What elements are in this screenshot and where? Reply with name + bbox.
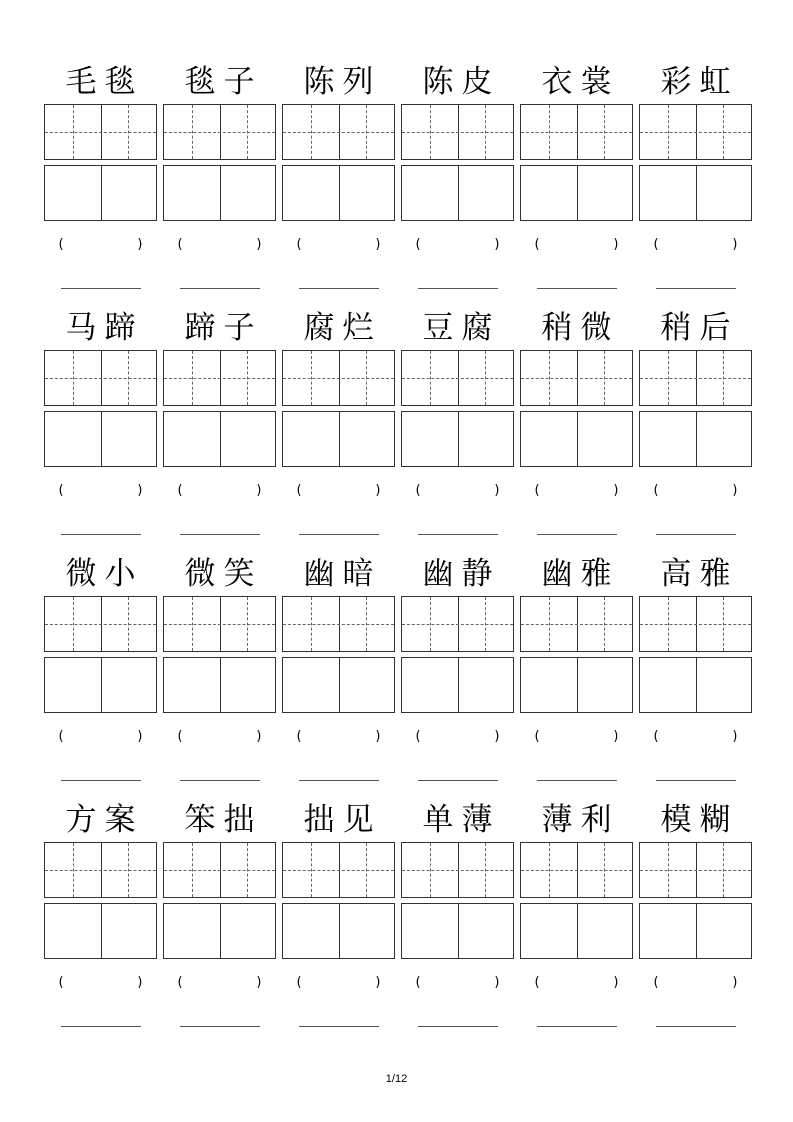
grid-line <box>402 378 513 379</box>
vocabulary-word: 方案 <box>65 802 144 838</box>
paren-close: ) <box>375 237 381 252</box>
answer-line[interactable] <box>180 534 260 535</box>
grid-line <box>521 378 632 379</box>
writing-grid-plain[interactable] <box>282 903 395 959</box>
writing-grid-plain[interactable] <box>401 903 514 959</box>
paren-open: ( <box>534 483 540 498</box>
word-cell <box>43 60 158 289</box>
paren-close: ) <box>137 237 143 252</box>
grid-line <box>640 624 751 625</box>
writing-grid-guided[interactable] <box>44 104 157 160</box>
answer-line[interactable] <box>180 780 260 781</box>
word-cell <box>162 306 277 535</box>
pinyin-parentheses[interactable] <box>297 975 381 993</box>
answer-line[interactable] <box>537 780 617 781</box>
answer-line[interactable] <box>299 780 379 781</box>
writing-grid-guided[interactable] <box>520 104 633 160</box>
grid-line <box>339 166 340 220</box>
page-number: 1/12 <box>385 1073 408 1085</box>
writing-grid-plain[interactable] <box>520 657 633 713</box>
writing-grid-plain[interactable] <box>44 903 157 959</box>
paren-open: ( <box>296 237 302 252</box>
writing-grid-plain[interactable] <box>163 903 276 959</box>
grid-line <box>45 378 156 379</box>
answer-line[interactable] <box>656 780 736 781</box>
paren-close: ) <box>375 975 381 990</box>
paren-open: ( <box>653 483 659 498</box>
writing-grid-guided[interactable] <box>401 842 514 898</box>
answer-line[interactable] <box>61 780 141 781</box>
vocabulary-word: 稍微 <box>541 310 620 346</box>
writing-grid-plain[interactable] <box>401 411 514 467</box>
pinyin-parentheses[interactable] <box>535 729 619 747</box>
grid-line <box>458 904 459 958</box>
word-cell <box>519 60 634 289</box>
vocabulary-word: 毛毯 <box>65 64 144 100</box>
answer-line[interactable] <box>418 534 498 535</box>
pinyin-parentheses[interactable] <box>178 237 262 255</box>
grid-line <box>220 166 221 220</box>
pinyin-parentheses[interactable] <box>59 237 143 255</box>
grid-line <box>45 870 156 871</box>
writing-grid-guided[interactable] <box>401 104 514 160</box>
paren-open: ( <box>653 237 659 252</box>
writing-grid-guided[interactable] <box>282 350 395 406</box>
paren-open: ( <box>177 729 183 744</box>
writing-grid-guided[interactable] <box>282 104 395 160</box>
paren-open: ( <box>177 975 183 990</box>
answer-line[interactable] <box>180 1026 260 1027</box>
writing-grid-guided[interactable] <box>639 596 752 652</box>
vocabulary-word: 衣裳 <box>541 64 620 100</box>
vocabulary-word: 模糊 <box>660 802 739 838</box>
pinyin-parentheses[interactable] <box>178 483 262 501</box>
writing-grid-guided[interactable] <box>282 842 395 898</box>
writing-grid-plain[interactable] <box>163 411 276 467</box>
writing-grid-plain[interactable] <box>401 657 514 713</box>
pinyin-parentheses[interactable] <box>654 975 738 993</box>
pinyin-parentheses[interactable] <box>297 237 381 255</box>
answer-line[interactable] <box>299 1026 379 1027</box>
paren-open: ( <box>415 237 421 252</box>
writing-grid-plain[interactable] <box>44 657 157 713</box>
pinyin-parentheses[interactable] <box>654 237 738 255</box>
writing-grid-plain[interactable] <box>44 165 157 221</box>
word-row <box>43 798 753 1027</box>
grid-line <box>101 904 102 958</box>
writing-grid-plain[interactable] <box>520 165 633 221</box>
word-row <box>43 60 753 289</box>
paren-open: ( <box>534 975 540 990</box>
paren-open: ( <box>296 729 302 744</box>
answer-line[interactable] <box>61 534 141 535</box>
vocabulary-word: 陈列 <box>303 64 382 100</box>
paren-close: ) <box>732 237 738 252</box>
grid-line <box>101 658 102 712</box>
vocabulary-word: 幽雅 <box>541 556 620 592</box>
paren-open: ( <box>58 237 64 252</box>
paren-close: ) <box>613 483 619 498</box>
answer-line[interactable] <box>418 780 498 781</box>
grid-line <box>220 904 221 958</box>
word-cell <box>281 798 396 1027</box>
grid-line <box>283 132 394 133</box>
grid-line <box>458 166 459 220</box>
writing-grid-plain[interactable] <box>520 903 633 959</box>
grid-line <box>458 658 459 712</box>
grid-line <box>164 870 275 871</box>
writing-grid-guided[interactable] <box>639 350 752 406</box>
pinyin-parentheses[interactable] <box>654 483 738 501</box>
worksheet <box>43 60 753 1044</box>
word-cell <box>281 552 396 781</box>
vocabulary-word: 笨拙 <box>184 802 263 838</box>
writing-grid-guided[interactable] <box>163 350 276 406</box>
paren-close: ) <box>137 483 143 498</box>
word-cell <box>400 306 515 535</box>
writing-grid-guided[interactable] <box>639 842 752 898</box>
pinyin-parentheses[interactable] <box>178 729 262 747</box>
writing-grid-plain[interactable] <box>639 165 752 221</box>
grid-line <box>283 378 394 379</box>
paren-open: ( <box>177 237 183 252</box>
vocabulary-word: 腐烂 <box>303 310 382 346</box>
grid-line <box>521 624 632 625</box>
paren-open: ( <box>177 483 183 498</box>
grid-line <box>458 412 459 466</box>
paren-open: ( <box>415 729 421 744</box>
word-cell <box>43 798 158 1027</box>
writing-grid-plain[interactable] <box>639 411 752 467</box>
writing-grid-plain[interactable] <box>520 411 633 467</box>
pinyin-parentheses[interactable] <box>297 729 381 747</box>
pinyin-parentheses[interactable] <box>59 975 143 993</box>
paren-close: ) <box>494 729 500 744</box>
vocabulary-word: 毯子 <box>184 64 263 100</box>
vocabulary-word: 微笑 <box>184 556 263 592</box>
paren-open: ( <box>58 729 64 744</box>
paren-open: ( <box>58 975 64 990</box>
word-cell <box>400 60 515 289</box>
writing-grid-guided[interactable] <box>44 842 157 898</box>
paren-open: ( <box>653 729 659 744</box>
answer-line[interactable] <box>180 288 260 289</box>
word-cell <box>43 552 158 781</box>
writing-grid-plain[interactable] <box>44 411 157 467</box>
word-row-block <box>43 552 753 798</box>
writing-grid-plain[interactable] <box>639 903 752 959</box>
paren-close: ) <box>732 975 738 990</box>
paren-close: ) <box>732 483 738 498</box>
paren-open: ( <box>415 975 421 990</box>
vocabulary-word: 单薄 <box>422 802 501 838</box>
grid-line <box>402 870 513 871</box>
grid-line <box>45 132 156 133</box>
pinyin-parentheses[interactable] <box>416 729 500 747</box>
grid-line <box>45 624 156 625</box>
paren-close: ) <box>613 237 619 252</box>
writing-grid-guided[interactable] <box>163 842 276 898</box>
grid-line <box>577 166 578 220</box>
grid-line <box>696 166 697 220</box>
word-cell <box>400 552 515 781</box>
grid-line <box>339 658 340 712</box>
writing-grid-plain[interactable] <box>163 165 276 221</box>
paren-open: ( <box>296 483 302 498</box>
grid-line <box>402 624 513 625</box>
pinyin-parentheses[interactable] <box>59 729 143 747</box>
writing-grid-guided[interactable] <box>401 596 514 652</box>
grid-line <box>101 166 102 220</box>
writing-grid-guided[interactable] <box>520 596 633 652</box>
paren-open: ( <box>534 237 540 252</box>
word-row-block <box>43 306 753 552</box>
writing-grid-plain[interactable] <box>282 165 395 221</box>
answer-line[interactable] <box>299 288 379 289</box>
vocabulary-word: 微小 <box>65 556 144 592</box>
paren-close: ) <box>137 729 143 744</box>
word-cell <box>281 306 396 535</box>
grid-line <box>696 412 697 466</box>
word-row <box>43 552 753 781</box>
pinyin-parentheses[interactable] <box>297 483 381 501</box>
answer-line[interactable] <box>656 1026 736 1027</box>
word-row <box>43 306 753 535</box>
grid-line <box>402 132 513 133</box>
paren-close: ) <box>494 237 500 252</box>
pinyin-parentheses[interactable] <box>59 483 143 501</box>
grid-line <box>339 904 340 958</box>
paren-close: ) <box>613 975 619 990</box>
grid-line <box>577 658 578 712</box>
paren-close: ) <box>256 237 262 252</box>
answer-line[interactable] <box>418 288 498 289</box>
answer-line[interactable] <box>299 534 379 535</box>
pinyin-parentheses[interactable] <box>654 729 738 747</box>
grid-line <box>696 658 697 712</box>
pinyin-parentheses[interactable] <box>535 237 619 255</box>
word-cell <box>519 552 634 781</box>
writing-grid-guided[interactable] <box>44 350 157 406</box>
word-cell <box>519 306 634 535</box>
pinyin-parentheses[interactable] <box>535 975 619 993</box>
paren-close: ) <box>256 975 262 990</box>
grid-line <box>521 870 632 871</box>
word-cell <box>638 552 753 781</box>
paren-open: ( <box>653 975 659 990</box>
pinyin-parentheses[interactable] <box>535 483 619 501</box>
answer-line[interactable] <box>537 1026 617 1027</box>
paren-open: ( <box>534 729 540 744</box>
vocabulary-word: 稍后 <box>660 310 739 346</box>
writing-grid-plain[interactable] <box>282 657 395 713</box>
writing-grid-guided[interactable] <box>401 350 514 406</box>
grid-line <box>283 624 394 625</box>
grid-line <box>101 412 102 466</box>
paren-close: ) <box>137 975 143 990</box>
grid-line <box>164 378 275 379</box>
paren-close: ) <box>375 729 381 744</box>
word-cell <box>638 306 753 535</box>
grid-line <box>339 412 340 466</box>
pinyin-parentheses[interactable] <box>416 237 500 255</box>
vocabulary-word: 幽静 <box>422 556 501 592</box>
pinyin-parentheses[interactable] <box>416 483 500 501</box>
writing-grid-plain[interactable] <box>163 657 276 713</box>
answer-line[interactable] <box>656 288 736 289</box>
grid-line <box>220 658 221 712</box>
grid-line <box>640 870 751 871</box>
writing-grid-plain[interactable] <box>282 411 395 467</box>
answer-line[interactable] <box>61 1026 141 1027</box>
grid-line <box>164 132 275 133</box>
word-cell <box>162 60 277 289</box>
answer-line[interactable] <box>537 534 617 535</box>
vocabulary-word: 彩虹 <box>660 64 739 100</box>
paren-close: ) <box>732 729 738 744</box>
writing-grid-guided[interactable] <box>520 350 633 406</box>
grid-line <box>164 624 275 625</box>
writing-grid-guided[interactable] <box>520 842 633 898</box>
vocabulary-word: 马蹄 <box>65 310 144 346</box>
word-cell <box>638 798 753 1027</box>
vocabulary-word: 陈皮 <box>422 64 501 100</box>
word-cell <box>638 60 753 289</box>
vocabulary-word: 蹄子 <box>184 310 263 346</box>
word-cell <box>281 60 396 289</box>
word-cell <box>519 798 634 1027</box>
writing-grid-guided[interactable] <box>639 104 752 160</box>
answer-line[interactable] <box>418 1026 498 1027</box>
paren-open: ( <box>296 975 302 990</box>
paren-close: ) <box>494 975 500 990</box>
answer-line[interactable] <box>61 288 141 289</box>
grid-line <box>283 870 394 871</box>
pinyin-parentheses[interactable] <box>416 975 500 993</box>
vocabulary-word: 拙见 <box>303 802 382 838</box>
vocabulary-word: 豆腐 <box>422 310 501 346</box>
writing-grid-guided[interactable] <box>44 596 157 652</box>
word-cell <box>162 798 277 1027</box>
paren-close: ) <box>613 729 619 744</box>
word-cell <box>400 798 515 1027</box>
writing-grid-guided[interactable] <box>282 596 395 652</box>
answer-line[interactable] <box>537 288 617 289</box>
paren-open: ( <box>58 483 64 498</box>
pinyin-parentheses[interactable] <box>178 975 262 993</box>
grid-line <box>577 412 578 466</box>
answer-line[interactable] <box>656 534 736 535</box>
paren-close: ) <box>375 483 381 498</box>
word-row-block <box>43 798 753 1044</box>
paren-open: ( <box>415 483 421 498</box>
word-row-block <box>43 60 753 306</box>
paren-close: ) <box>256 483 262 498</box>
paren-close: ) <box>256 729 262 744</box>
grid-line <box>696 904 697 958</box>
grid-line <box>220 412 221 466</box>
word-cell <box>162 552 277 781</box>
paren-close: ) <box>494 483 500 498</box>
writing-grid-guided[interactable] <box>163 104 276 160</box>
writing-grid-plain[interactable] <box>639 657 752 713</box>
grid-line <box>640 132 751 133</box>
grid-line <box>577 904 578 958</box>
vocabulary-word: 薄利 <box>541 802 620 838</box>
vocabulary-word: 高雅 <box>660 556 739 592</box>
grid-line <box>640 378 751 379</box>
grid-line <box>521 132 632 133</box>
writing-grid-guided[interactable] <box>163 596 276 652</box>
word-cell <box>43 306 158 535</box>
writing-grid-plain[interactable] <box>401 165 514 221</box>
vocabulary-word: 幽暗 <box>303 556 382 592</box>
